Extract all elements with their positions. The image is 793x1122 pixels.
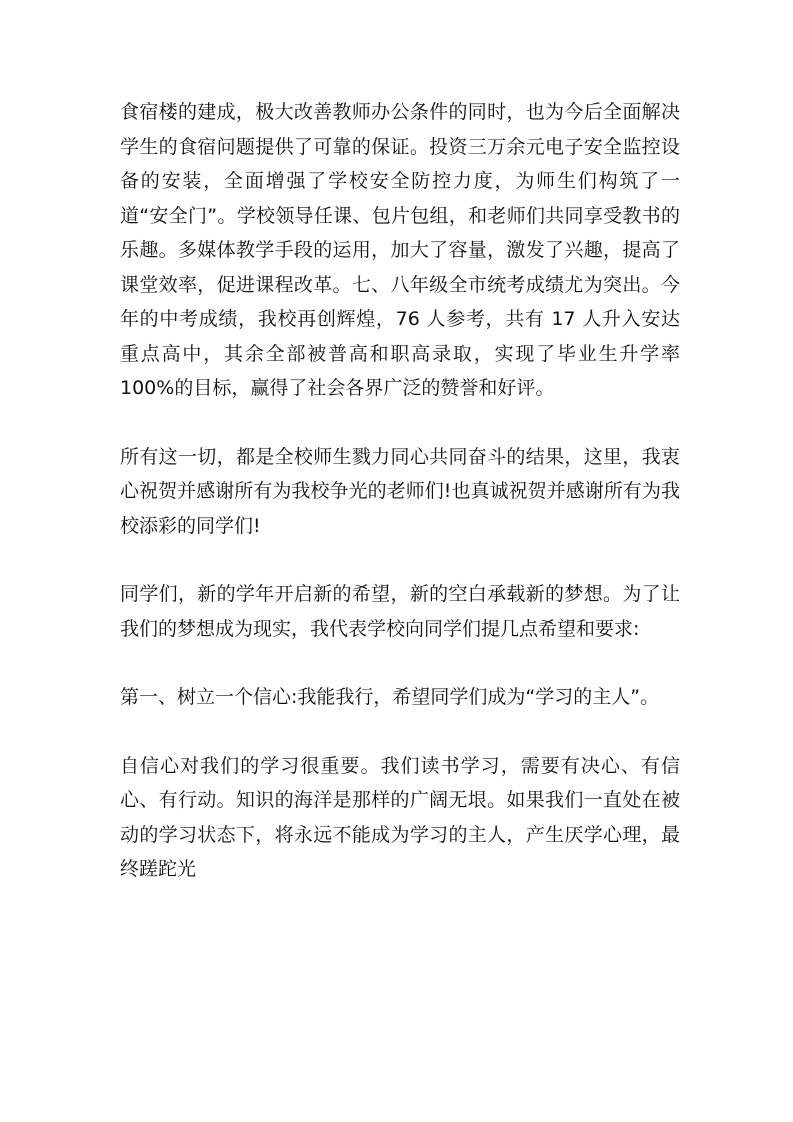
- paragraph-self-confidence: 自信心对我们的学习很重要。我们读书学习，需要有决心、有信心、有行动。知识的海洋是那样的广阔无垠。如果我们一直处在被动的学习状态下，将永远不能成为学习的主人，产生厌学心理，最终蹉跎光: [120, 754, 680, 880]
- paragraph-congratulations: 所有这一切，都是全校师生戮力同心共同奋斗的结果，这里，我衷心祝贺并感谢所有为我校争光的老师们!也真诚祝贺并感谢所有为我校添彩的同学们!: [120, 445, 680, 537]
- document-page: [120, 95, 680, 887]
- paragraph-achievements: 食宿楼的建成，极大改善教师办公条件的同时，也为今后全面解决学生的食宿问题提供了可靠的保证。投资三万余元电子安全监控设备的安装，全面增强了学校安全防控力度，为师生们构筑了一道“安全门”。学校领导任课、包片包组，和老师们共同享受教书的乐趣。多媒体教学手段的运用，加大了容量，激发了兴趣，提高了课堂效率，促进课程改革。七、八年级全市统考成绩尤为突出。今年的中考成绩，我校再创辉煌，76 人参考，共有 17 人升入安达重点高中，其余全部被普高和职高录取，实现了毕业生升学率 100%的目标，赢得了社会各界广泛的赞誉和好评。: [120, 101, 680, 399]
- paragraph-first-point: 第一、树立一个信心:我能我行，希望同学们成为“学习的主人”。: [120, 686, 660, 708]
- paragraph-new-school-year: 同学们，新的学年开启新的希望，新的空白承载新的梦想。为了让我们的梦想成为现实，我代表学校向同学们提几点希望和要求:: [120, 583, 680, 640]
